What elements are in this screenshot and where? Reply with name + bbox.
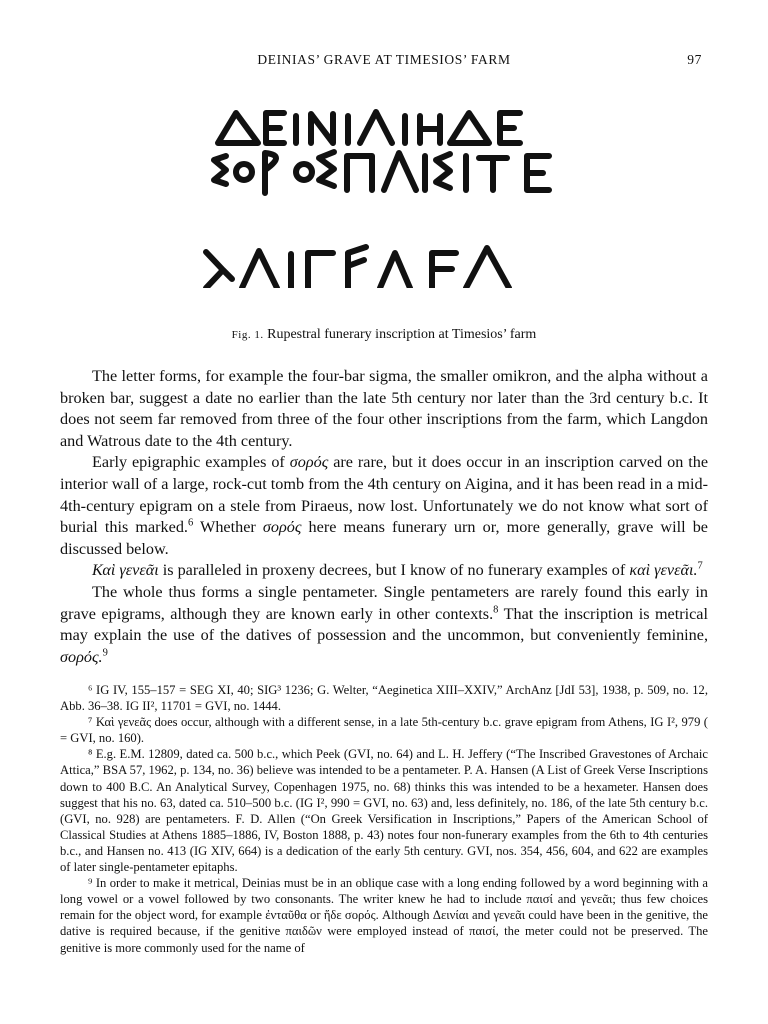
caption-text: Rupestral funerary inscription at Timesios’ farm [263, 327, 537, 342]
page-number: 97 [687, 52, 702, 67]
running-head [62, 52, 706, 72]
text-run: here means funerary urn or, more generally, grave will be discussed below. [60, 518, 708, 558]
body-paragraph-4 [60, 582, 708, 668]
footnotes [60, 682, 708, 956]
inscription-line-3 [206, 247, 509, 288]
body-paragraph-3 [60, 560, 708, 582]
figure-label: Fig. 1. [231, 329, 264, 341]
footnote-ref: 7 [697, 560, 703, 572]
inscription-line-2 [214, 152, 549, 193]
footnote-9: ⁹ In order to make it metrical, Deinias must be in an oblique case with a long ending followed by a word beginning with a long vowel or a vowel followed by two consonants. The writer knew he had to include παισί and γενεᾶι; thus few choices remain for the object word, for example ἐνταῦθα or ἥδε σορός. Although Δεινίαι and γενεᾶι could have been in the genitive, the dative is required because, if the genitive παιδῶν were employed instead of παισί, the meter could not be preserved. The genitive is more commonly used for the name of [60, 876, 708, 955]
footnote-7: ⁷ Καὶ γενεᾶς does occur, although with a different sense, in a late 5th-century b.c. grave epigram from Athens, IG I², 979 ( = GVI, no. 160). [60, 715, 708, 746]
greek-word: σορός [289, 453, 329, 472]
body-text [60, 366, 708, 668]
figure-caption [60, 327, 708, 343]
greek-word: Καὶ γενεᾶι [92, 561, 159, 580]
body-paragraph-1: The letter forms, for example the four-bar sigma, the smaller omikron, and the alpha without a broken bar, suggest a date no earlier than the late 5th century nor later than the 3rd century b.c. It does not seem far removed from three of the four other inscriptions from the farm, which Langdon and Watrous date to the 4th century. [60, 367, 708, 450]
footnote-8: ⁸ E.g. E.M. 12809, dated ca. 500 b.c., which Peek (GVI, no. 64) and L. H. Jeffery (“The Inscribed Gravestones of Archaic Attica,” BSA 57, 1962, p. 134, no. 36) believe was intended to be a pentameter. P. A. Hansen (A List of Greek Verse Inscriptions down to 400 B.C. An Analytical Survey, Copenhagen 1975, no. 68) thinks this was intended to be a hexameter. Hansen does suggest that his no. 63, dated ca. 510–500 b.c. (IG I², 990 = GVI, no. 63) and, less definitely, no. 186, of the late 5th century b.c. (GVI, no. 928) are pentameters. F. D. Allen (“On Greek Versification in Inscriptions,” Papers of the American School of Classical Studies at Athens 1885–1886, IV, Boston 1888, p. 43) notes four non-funerary examples from the 6th to 4th centuries b.c., and Hansen no. 413 (IG XIV, 664) is a dedication of the early 5th century. GVI, nos. 354, 456, 604, and 622 are examples of later single-pentameter epitaphs. [60, 747, 708, 875]
greek-word: σορός [262, 518, 302, 537]
text-run: The whole thus forms a single pentameter. Single pentameters are rarely found this early in grave epigrams, although they are known early in other contexts. [60, 582, 708, 623]
greek-word: καὶ γενεᾶι. [629, 561, 698, 580]
greek-word: σορός. [60, 647, 103, 666]
running-title: DEINIAS’ GRAVE AT TIMESIOS’ FARM [257, 52, 511, 67]
text-run: That the inscription is metrical may explain the use of the datives of possession and the uncommon, but conveniently feminine, [60, 604, 708, 645]
footnote-ref: 6 [187, 517, 194, 529]
text-run: are rare, but it does occur in an inscription carved on the interior wall of a large, rock-cut tomb from the 4th century on Aigina, and it has been read in a mid-4th-century epigram on a stele from Piraeus, now lost. Unfortunately we do not know what sort of burial this marked. [60, 453, 709, 537]
text-run: Whether [193, 518, 263, 537]
inscription-line-1 [218, 112, 520, 143]
inscription-figure [0, 98, 768, 288]
footnote-6: ⁶ IG IV, 155–157 = SEG XI, 40; SIG³ 1236; G. Welter, “Aeginetica XIII–XXIV,” ArchAnz [JdI 53], 1938, p. 509, no. 12, Abb. 36–38. IG II², 11701 = GVI, no. 1444. [60, 683, 708, 714]
footnote-ref: 9 [102, 647, 108, 659]
text-run: is paralleled in proxeny decrees, but I know of no funerary examples of [158, 561, 630, 580]
text-run: Early epigraphic examples of [92, 453, 290, 472]
inscription-drawing [0, 98, 768, 288]
body-paragraph-2 [60, 452, 708, 560]
footnote-ref: 8 [493, 604, 499, 616]
